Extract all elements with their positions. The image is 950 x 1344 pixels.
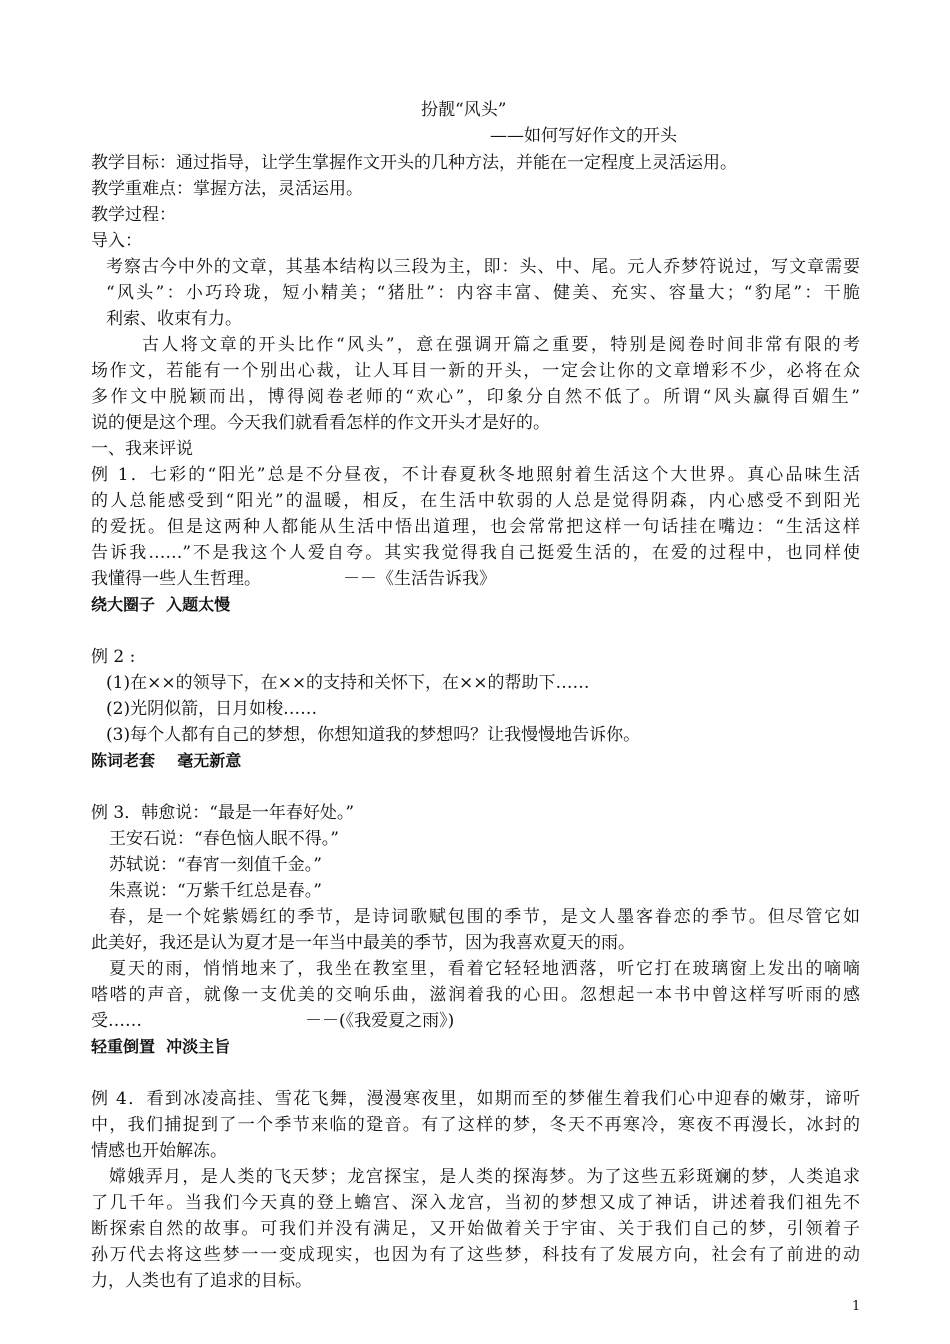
comment-2: 陈词老套 毫无新意 <box>91 751 242 770</box>
intro-p2-line: 场作文，若能有一个别出心裁，让人耳目一新的开头，一定会让你的文章增彩不少，必将在众 <box>91 361 860 381</box>
example-3-quote: 苏轼说：“春宵一刻值千金。” <box>109 855 322 875</box>
example-1-line: 的人总能感受到“阳光”的温暖，相反，在生活中软弱的人总是觉得阴森，内心感受不到阳光 <box>91 491 860 511</box>
comment-3: 轻重倒置 冲淡主旨 <box>91 1037 231 1056</box>
example-3-p2-line: 嗒嗒的声音，就像一支优美的交响乐曲，滋润着我的心田。忽想起一本书中曾这样写听雨的感 <box>91 985 860 1005</box>
intro-p2-line: 说的便是这个理。今天我们就看看怎样的作文开头才是好的。 <box>91 413 550 433</box>
example-1-source: －－《生活告诉我》 <box>343 569 496 589</box>
example-4-p2-line: 力，人类也有了追求的目标。 <box>91 1271 312 1291</box>
example-1-line: 我懂得一些人生哲理。 <box>91 569 261 589</box>
example-3-quote: 王安石说：“春色恼人眠不得。” <box>109 829 339 849</box>
teaching-process-label: 教学过程： <box>91 205 176 225</box>
example-3-source: －－(《我爱夏之雨》) <box>305 1011 455 1031</box>
example-1-line: 的爱抚。但是这两种人都能从生活中悟出道理，也会常常把这样一句话挂在嘴边：“生活这样 <box>91 517 860 537</box>
title: 扮靓“风头” <box>421 100 507 120</box>
example-3-p1-line: 此美好，我还是认为夏才是一年当中最美的季节，因为我喜欢夏天的雨。 <box>91 933 635 953</box>
page-number: 1 <box>852 1299 861 1314</box>
teaching-goal: 教学目标：通过指导，让学生掌握作文开头的几种方法，并能在一定程度上灵活运用。 <box>91 153 737 173</box>
intro-p2-line: 古人将文章的开头比作“风头”，意在强调开篇之重要，特别是阅卷时间非常有限的考 <box>142 335 860 355</box>
intro-p1-line: 考察古今中外的文章，其基本结构以三段为主，即：头、中、尾。元人乔梦符说过，写文章需要 <box>106 257 860 277</box>
example-4-p1-line: 中，我们捕捉到了一个季节来临的跫音。有了这样的梦，冬天不再寒冷，寒夜不再漫长，冰封的 <box>91 1115 860 1135</box>
example-2-item: (2)光阴似箭，日月如梭…… <box>106 699 318 719</box>
subtitle: ——如何写好作文的开头 <box>490 126 677 146</box>
example-2-item: (1)在××的领导下，在××的支持和关怀下，在××的帮助下…… <box>106 673 590 693</box>
example-3-p1-line: 春，是一个姹紫嫣红的季节，是诗词歌赋包围的季节，是文人墨客眷恋的季节。但尽管它如 <box>109 907 860 927</box>
intro-p1-line: “风头”：小巧玲珑，短小精美；“猪肚”：内容丰富、健美、充实、容量大；“豹尾”：干脆 <box>106 283 860 303</box>
example-4-p2-line: 断探索自然的故事。可我们并没有满足，又开始做着关于宇宙、关于我们自己的梦，引领着子 <box>91 1219 860 1239</box>
intro-p2-line: 多作文中脱颖而出，博得阅卷老师的“欢心”，印象分自然不低了。所谓“风头赢得百媚生” <box>91 387 860 407</box>
example-3-quote: 朱熹说：“万紫千红总是春。” <box>109 881 322 901</box>
example-1-line: 例 1．七彩的“阳光”总是不分昼夜，不计春夏秋冬地照射着生活这个大世界。真心品味生活 <box>91 465 860 485</box>
example-2-label: 例 2 : <box>91 647 136 667</box>
comment-1: 绕大圈子 入题太慢 <box>91 595 231 614</box>
teaching-key-points: 教学重难点：掌握方法，灵活运用。 <box>91 179 363 199</box>
intro-p1-line: 利索、收束有力。 <box>106 309 242 329</box>
example-1-line: 告诉我……”不是我这个人爱自夸。其实我觉得我自己挺爱生活的，在爱的过程中，也同样使 <box>91 543 860 563</box>
example-3-quote: 例 3．韩愈说：“最是一年春好处。” <box>91 803 355 823</box>
example-3-p2-line: 夏天的雨，悄悄地来了，我坐在教室里，看着它轻轻地洒落，听它打在玻璃窗上发出的嘀嘀 <box>109 959 860 979</box>
example-4-p2-line: 孙万代去将这些梦一一变成现实，也因为有了这些梦，科技有了发展方向，社会有了前进的动 <box>91 1245 860 1265</box>
example-4-p2-line: 了几千年。当我们今天真的登上蟾宫、深入龙宫，当初的梦想又成了神话，讲述着我们祖先不 <box>91 1193 860 1213</box>
example-4-p1-line: 例 4．看到冰凌高挂、雪花飞舞，漫漫寒夜里，如期而至的梦催生着我们心中迎春的嫩芽，谛听 <box>91 1089 860 1109</box>
section-heading: 一、我来评说 <box>91 439 193 459</box>
example-4-p1-line: 情感也开始解冻。 <box>91 1141 227 1161</box>
intro-label: 导入： <box>91 231 142 251</box>
example-3-p2-line: 受…… <box>91 1011 142 1031</box>
example-2-item: (3)每个人都有自己的梦想，你想知道我的梦想吗？让我慢慢地告诉你。 <box>106 725 641 745</box>
example-4-p2-line: 嫦娥弄月，是人类的飞天梦；龙宫探宝，是人类的探海梦。为了这些五彩斑斓的梦，人类追求 <box>109 1167 860 1187</box>
